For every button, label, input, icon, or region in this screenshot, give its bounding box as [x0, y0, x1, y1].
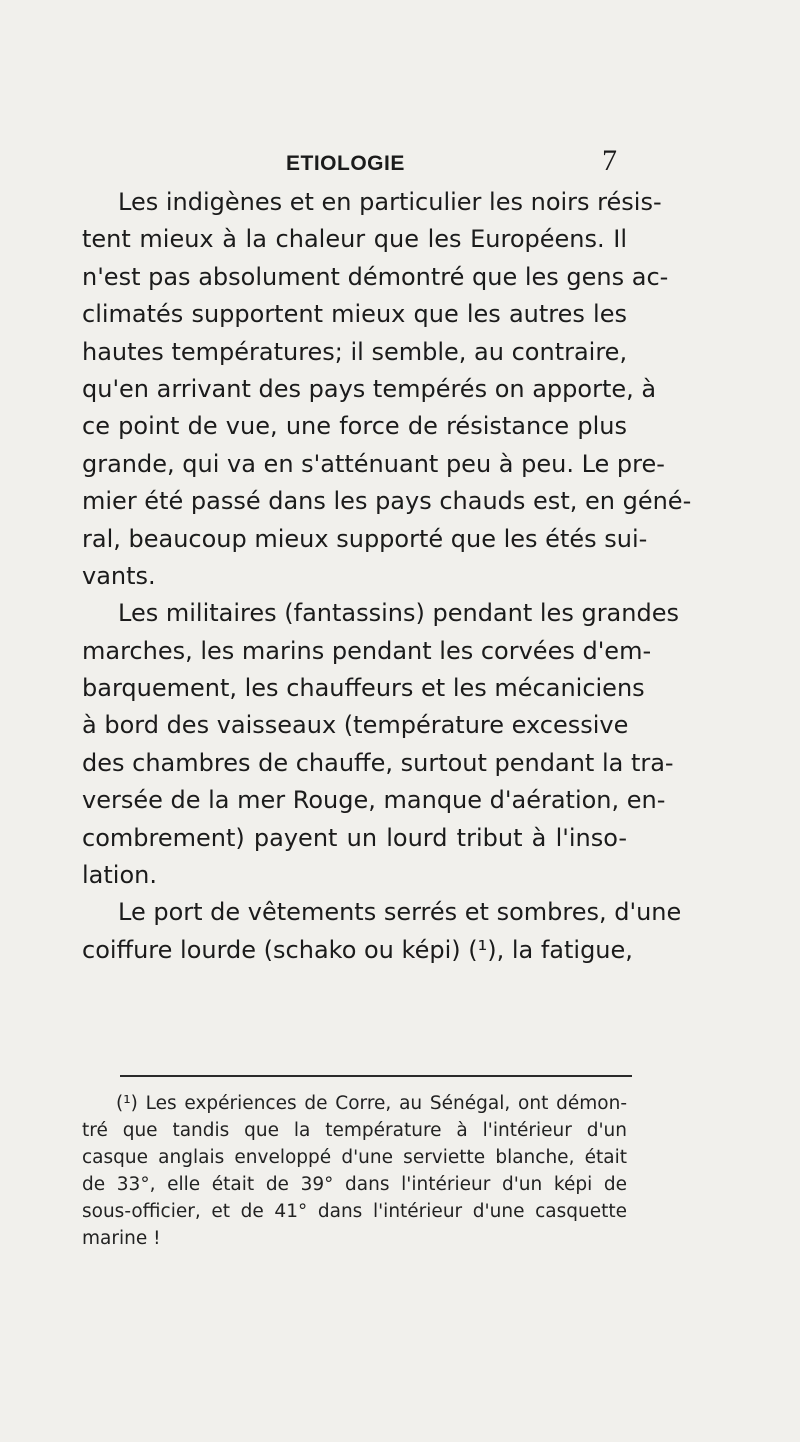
- footnote-line: tré que tandis que la température à l'intérieur d'un: [82, 1120, 627, 1141]
- text-line: versée de la mer Rouge, manque d'aération, en-: [82, 786, 666, 815]
- text-line: qu'en arrivant des pays tempérés on apporte, à: [82, 374, 657, 403]
- running-title: ETIOLOGIE: [286, 152, 405, 175]
- body-text: [82, 184, 692, 969]
- footnote-line: (¹) Les expériences de Corre, au Sénégal, ont démon-: [116, 1093, 627, 1114]
- text-line: Le port de vêtements serrés et sombres, d'une: [118, 898, 682, 927]
- footnote: [82, 1090, 627, 1252]
- text-line: grande, qui va en s'atténuant peu à peu. Le pre-: [82, 449, 665, 478]
- text-line: des chambres de chauffe, surtout pendant la tra-: [82, 748, 674, 777]
- text-line: hautes températures; il semble, au contraire,: [82, 337, 628, 366]
- text-line: marches, les marins pendant les corvées d'em-: [82, 636, 652, 665]
- text-line: à bord des vaisseaux (température excessive: [82, 711, 629, 740]
- text-line: vants.: [82, 561, 156, 590]
- footnote-line: casque anglais enveloppé d'une serviette blanche, était: [82, 1147, 627, 1168]
- footnote-line: sous-officier, et de 41° dans l'intérieur d'une casquette: [82, 1201, 627, 1222]
- text-line: n'est pas absolument démontré que les gens ac-: [82, 262, 669, 291]
- page-number: 7: [602, 144, 617, 177]
- text-line: barquement, les chauffeurs et les mécaniciens: [82, 674, 645, 703]
- footnote-line: marine !: [82, 1228, 161, 1249]
- footnote-divider: [120, 1075, 632, 1077]
- text-line: lation.: [82, 861, 157, 890]
- text-line: ce point de vue, une force de résistance plus: [82, 412, 627, 441]
- text-line: mier été passé dans les pays chauds est, en géné-: [82, 487, 692, 516]
- text-line: climatés supportent mieux que les autres les: [82, 300, 627, 329]
- text-line: coiffure lourde (schako ou képi) (¹), la fatigue,: [82, 935, 633, 964]
- text-line: Les indigènes et en particulier les noirs résis-: [118, 188, 662, 216]
- page-header: [0, 144, 800, 182]
- text-line: Les militaires (fantassins) pendant les grandes: [118, 599, 679, 628]
- text-line: combrement) payent un lourd tribut à l'inso-: [82, 823, 627, 852]
- text-line: tent mieux à la chaleur que les Européens. Il: [82, 225, 627, 254]
- footnote-line: de 33°, elle était de 39° dans l'intérieur d'un képi de: [82, 1174, 627, 1195]
- text-line: ral, beaucoup mieux supporté que les étés sui-: [82, 524, 648, 553]
